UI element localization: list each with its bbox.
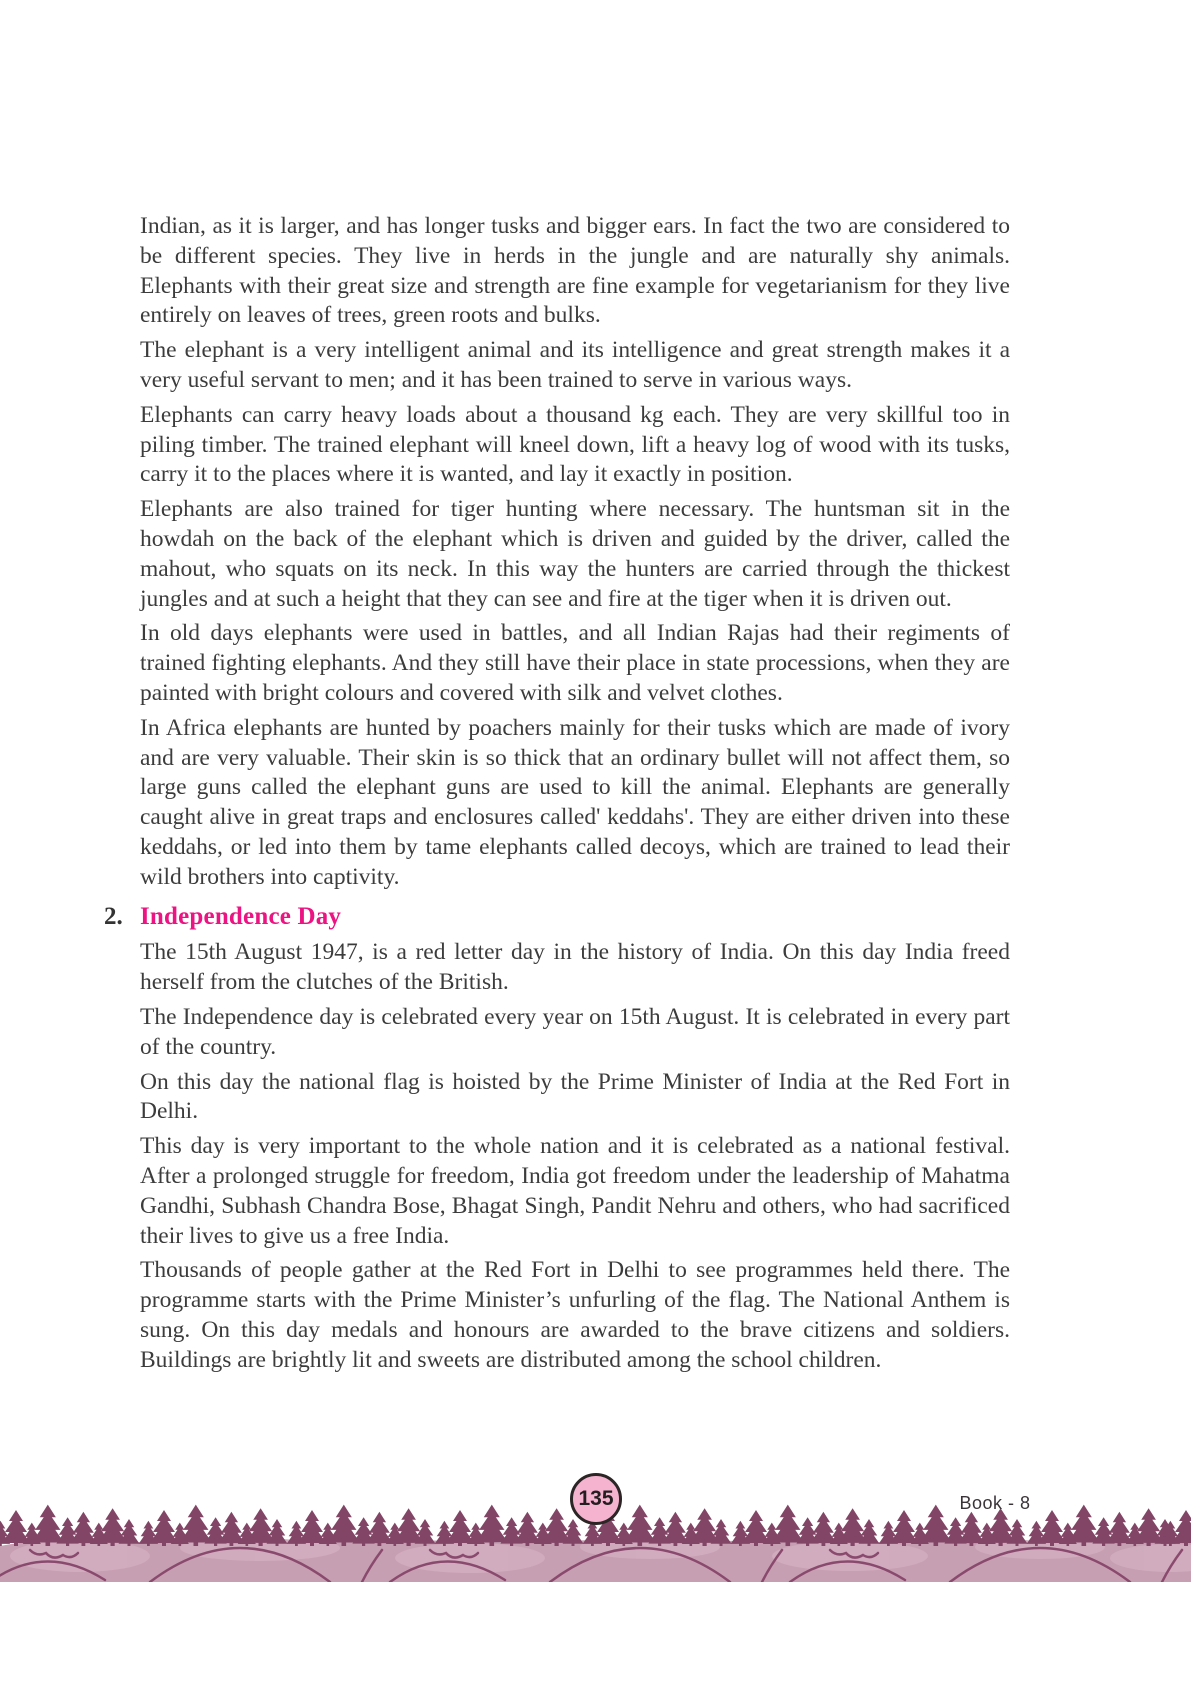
paragraph: In Africa elephants are hunted by poachers mainly for their tusks which are made of ivory and are very valuable. Their skin is so thick that an ordinary bullet will not affect them, so large guns called the elephant guns are used to kill the animal. Elephants are generally caught alive in great traps and enclosures called' keddahs'. They are either driven into these keddahs, or led into them by tame elephants called decoys, which are trained to lead their wild brothers into captivity. <box>140 714 1010 890</box>
paragraph: This day is very important to the whole nation and it is celebrated as a national festival. After a prolonged struggle for freedom, India got freedom under the leadership of Mahatma Gandhi, Subhash Chandra Bose, Bhagat Singh, Pandit Nehru and others, who had sacrificed their lives to give us a free India. <box>140 1133 1010 1249</box>
paragraph: Elephants are also trained for tiger hunting where necessary. The huntsman sit in the howdah on the back of the elephant which is driven and guided by the driver, called the mahout, who squats on its neck. In this way the hunters are carried through the thickest jungles and at such a height that they can see and fire at the tiger when it is driven out. <box>140 496 1010 612</box>
page-number: 135 <box>578 1487 614 1510</box>
section-title: Independence Day <box>140 902 342 930</box>
paragraph: Indian, as it is larger, and has longer tusks and bigger ears. In fact the two are considered to be different species. They live in herds in the jungle and are naturally shy animals. Elephants with their great size and strength are fine example for vegetarianism for they live entirely on leaves of trees, green roots and bulks. <box>140 213 1010 329</box>
text-block <box>104 212 1010 1380</box>
paragraph: In old days elephants were used in battles, and all Indian Rajas had their regiments of trained fighting elephants. And they still have their place in state processions, when they are painted with bright colours and covered with silk and velvet clothes. <box>140 620 1010 706</box>
paragraph: The elephant is a very intelligent animal and its intelligence and great strength makes it a very useful servant to men; and it has been trained to serve in various ways. <box>140 337 1010 393</box>
paragraph: On this day the national flag is hoisted by the Prime Minister of India at the Red Fort in Delhi. <box>140 1068 1010 1125</box>
section-heading <box>104 902 1010 932</box>
section-number: 2. <box>104 902 123 930</box>
paragraph: Thousands of people gather at the Red Fort in Delhi to see programmes held there. The programme starts with the Prime Minister’s unfurling of the flag. The National Anthem is sung. On this day medals and honours are awarded to the brave citizens and soldiers. Buildings are brightly lit and sweets are distributed among the school children. <box>140 1257 1010 1373</box>
paragraph: The 15th August 1947, is a red letter day in the history of India. On this day India freed herself from the clutches of the British. <box>140 939 1010 996</box>
page-number-badge <box>570 1473 622 1525</box>
paragraph: Elephants can carry heavy loads about a thousand kg each. They are very skillful too in piling timber. The trained elephant will kneel down, lift a heavy log of wood with its tusks, carry it to the places where it is wanted, and lay it exactly in position. <box>140 401 1010 488</box>
paragraph: The Independence day is celebrated every year on 15th August. It is celebrated in every part of the country. <box>140 1003 1010 1060</box>
book-label: Book - 8 <box>959 1493 1031 1513</box>
